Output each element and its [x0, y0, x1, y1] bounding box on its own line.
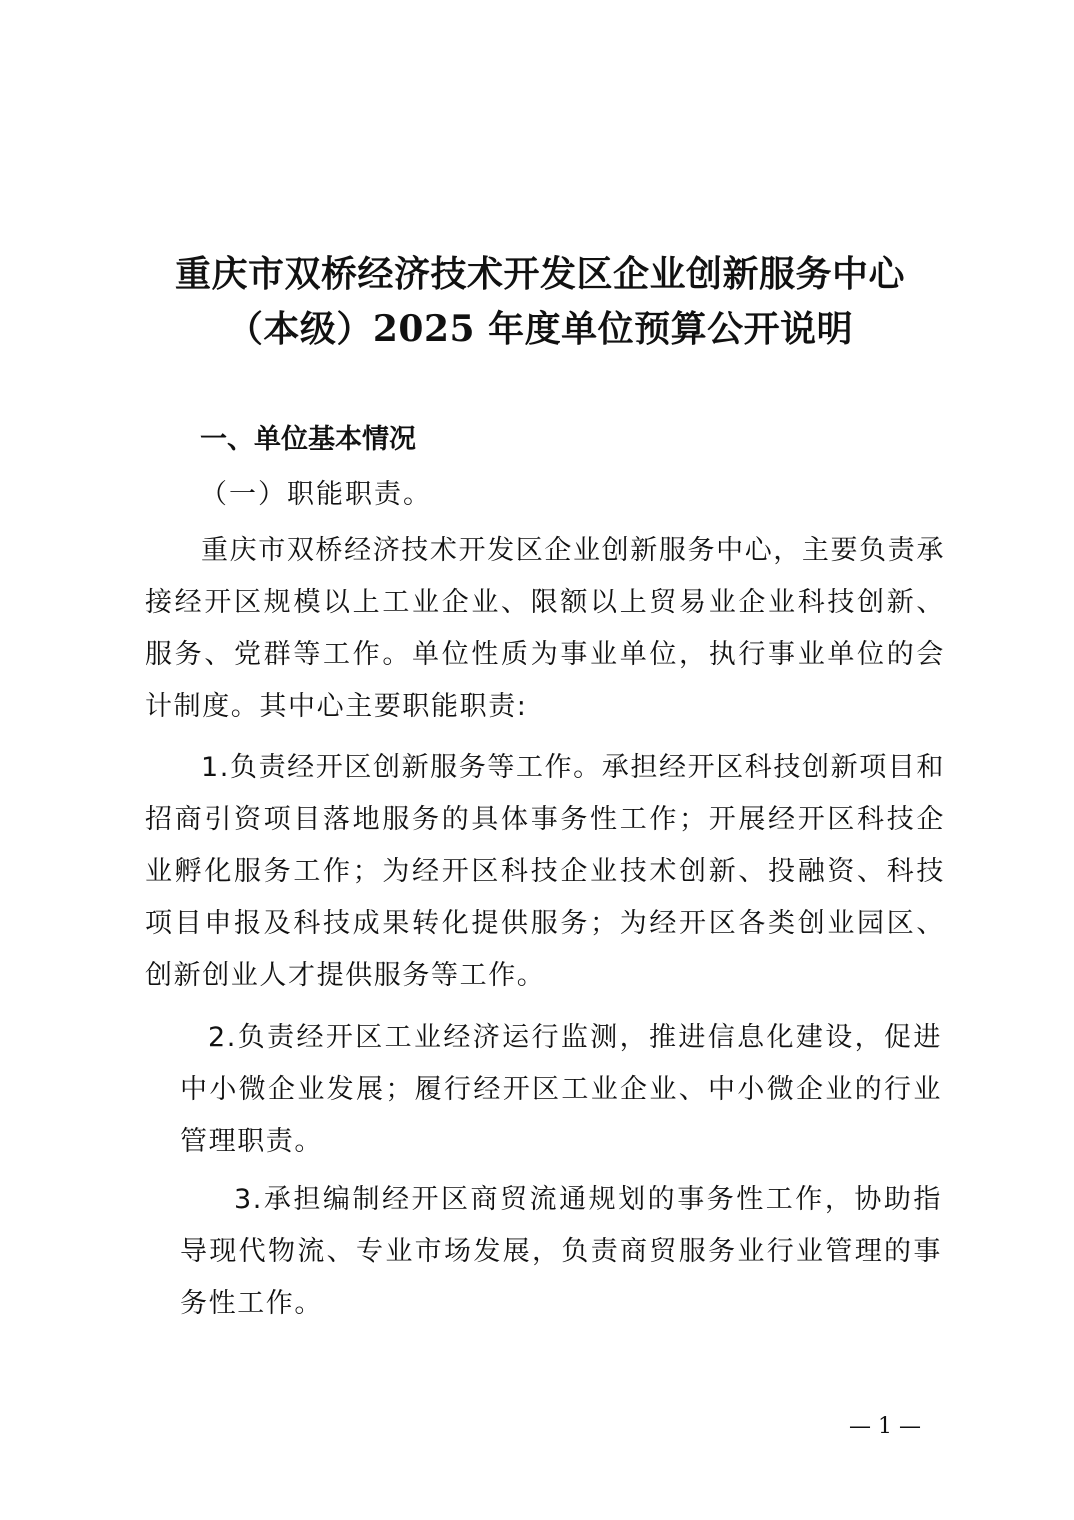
paragraph-duty-1: 1.负责经开区创新服务等工作。承担经开区科技创新项目和招商引资项目落地服务的具体事务性工作；开展经开区科技企业孵化服务工作；为经开区科技企业技术创新、投融资、科技项目申报及科技成果转化提供服务；为经开区各类创业园区、创新创业人才提供服务等工作。	[145, 752, 945, 991]
paragraph-duty-3: 3.承担编制经开区商贸流通规划的事务性工作，协助指导现代物流、专业市场发展，负责商贸服务业行业管理的事务性工作。	[180, 1184, 942, 1319]
page-number: — 1 —	[849, 1414, 921, 1439]
section-heading: 一、单位基本情况	[200, 424, 416, 455]
document-title-line-1: 重庆市双桥经济技术开发区企业创新服务中心	[174, 253, 905, 295]
document-title-line-2: （本级）2025 年度单位预算公开说明	[226, 308, 854, 350]
paragraph-duty-2: 2.负责经开区工业经济运行监测，推进信息化建设，促进中小微企业发展；履行经开区工业企业、中小微企业的行业管理职责。	[180, 1022, 942, 1157]
paragraph-intro: 重庆市双桥经济技术开发区企业创新服务中心，主要负责承接经开区规模以上工业企业、限额以上贸易业企业科技创新、服务、党群等工作。单位性质为事业单位，执行事业单位的会计制度。其中心主要职能职责:	[145, 535, 945, 722]
subsection-heading: （一）职能职责。	[200, 479, 432, 510]
